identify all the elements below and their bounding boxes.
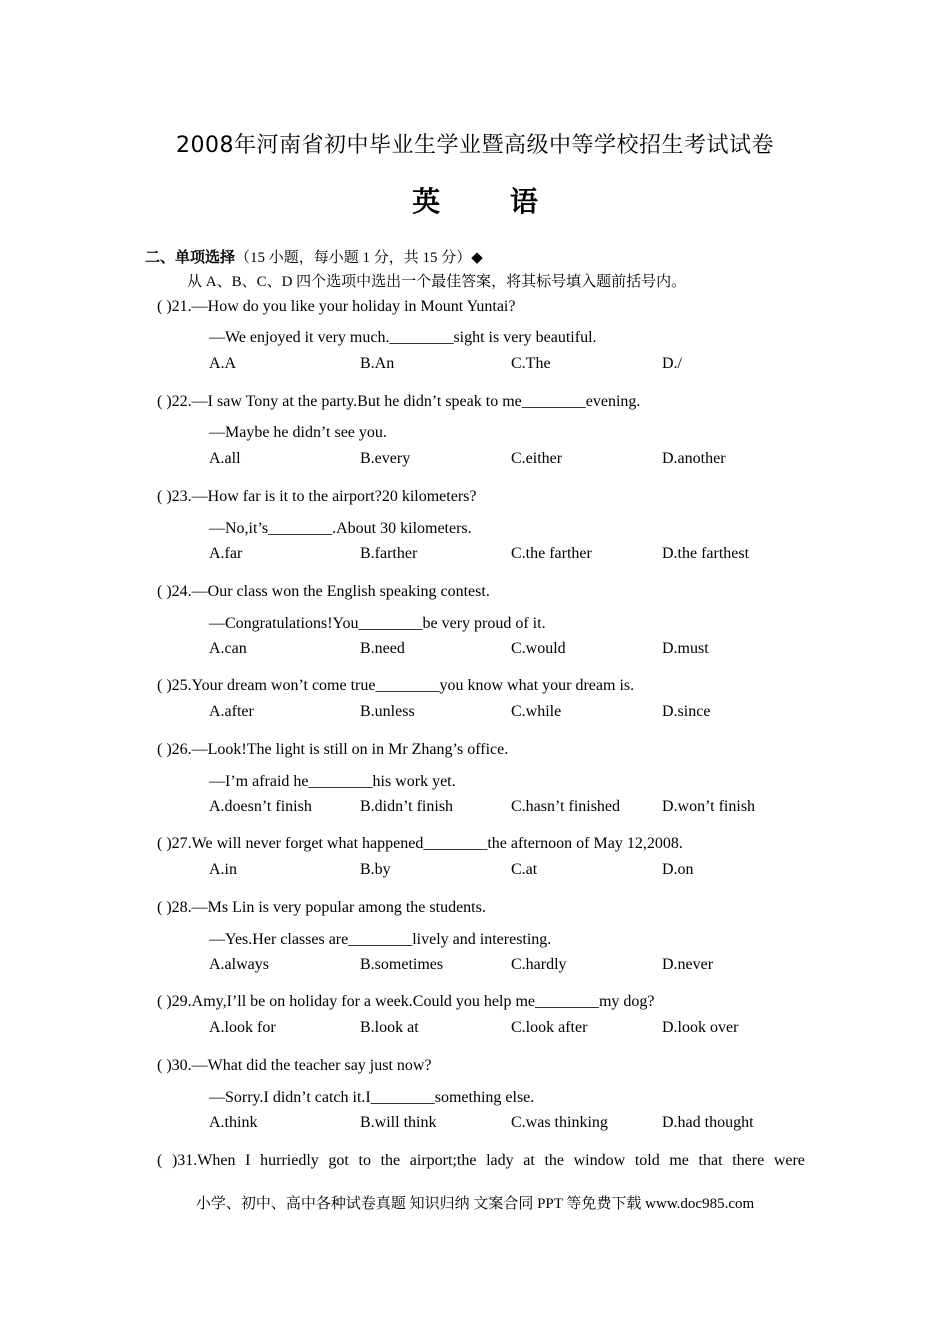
question-31	[157, 1152, 805, 1170]
option-d: D.must	[662, 640, 709, 657]
q31-word: )31.When	[171, 1152, 236, 1169]
option-c: C.hardly	[511, 956, 567, 973]
option-a: A.think	[209, 1114, 258, 1131]
question-25-options	[209, 703, 829, 721]
question-21-dialogue: —We enjoyed it very much.________sight is very beautiful.	[209, 329, 597, 346]
option-c: C.was thinking	[511, 1114, 608, 1131]
question-30-dialogue: —Sorry.I didn’t catch it.I________something else.	[209, 1089, 535, 1106]
question-24: ( )24.—Our class won the English speaking contest.	[157, 583, 490, 600]
question-24-dialogue: —Congratulations!You________be very proud of it.	[209, 615, 546, 632]
option-a: A.after	[209, 703, 254, 720]
option-c: C.the farther	[511, 545, 592, 562]
option-c: C.either	[511, 450, 563, 467]
question-23-options	[209, 545, 829, 563]
option-b: B.look at	[360, 1019, 419, 1036]
question-29: ( )29.Amy,I’ll be on holiday for a week.Could you help me________my dog?	[157, 993, 655, 1010]
option-a: A.all	[209, 450, 241, 467]
question-23-dialogue: —No,it’s________.About 30 kilometers.	[209, 520, 472, 537]
question-24-options	[209, 640, 829, 658]
option-d: D./	[662, 355, 682, 372]
option-a: A.look for	[209, 1019, 276, 1036]
question-29-options	[209, 1019, 829, 1037]
question-28-dialogue: —Yes.Her classes are________lively and interesting.	[209, 931, 552, 948]
option-b: B.didn’t finish	[360, 798, 454, 815]
option-c: C.at	[511, 861, 538, 878]
question-25: ( )25.Your dream won’t come true________you know what your dream is.	[157, 677, 635, 694]
section-heading	[145, 246, 483, 267]
option-b: B.need	[360, 640, 405, 657]
q31-word: me	[669, 1152, 689, 1169]
question-21-options	[209, 355, 829, 373]
option-a: A.can	[209, 640, 247, 657]
option-a: A.in	[209, 861, 237, 878]
option-c: C.while	[511, 703, 562, 720]
option-b: B.by	[360, 861, 391, 878]
section-heading-note: （15 小题，每小题 1 分，共 15 分）◆	[235, 250, 483, 266]
question-27-options	[209, 861, 829, 879]
q31-word: (	[157, 1152, 163, 1169]
q31-word: were	[773, 1152, 805, 1169]
q31-word: airport;the	[409, 1152, 477, 1169]
q31-word: that	[698, 1152, 723, 1169]
option-c: C.The	[511, 355, 551, 372]
question-26-dialogue: —I’m afraid he________his work yet.	[209, 773, 456, 790]
q31-word: window	[573, 1152, 626, 1169]
q31-word: got	[328, 1152, 349, 1169]
q31-word: I	[245, 1152, 251, 1169]
q31-word: at	[523, 1152, 535, 1169]
question-30-options	[209, 1114, 829, 1132]
option-d: D.never	[662, 956, 714, 973]
option-b: B.every	[360, 450, 411, 467]
option-a: A.far	[209, 545, 243, 562]
exam-title: 2008年河南省初中毕业生学业暨高级中等学校招生考试试卷	[176, 133, 774, 158]
question-27: ( )27.We will never forget what happened________the afternoon of May 12,2008.	[157, 835, 683, 852]
question-22: ( )22.—I saw Tony at the party.But he didn’t speak to me________evening.	[157, 393, 641, 410]
q31-word: to	[358, 1152, 371, 1169]
question-21: ( )21.—How do you like your holiday in Mount Yuntai?	[157, 298, 516, 315]
q31-word: the	[380, 1152, 401, 1169]
section-heading-label: 二、单项选择	[145, 248, 236, 266]
option-d: D.had thought	[662, 1114, 754, 1131]
option-a: A.A	[209, 355, 237, 372]
option-d: D.on	[662, 861, 694, 878]
question-30: ( )30.—What did the teacher say just now?	[157, 1057, 432, 1074]
question-23: ( )23.—How far is it to the airport?20 kilometers?	[157, 488, 477, 505]
option-d: D.won’t finish	[662, 798, 756, 815]
q31-word: hurriedly	[260, 1152, 319, 1169]
q31-word: told	[634, 1152, 660, 1169]
option-d: D.look over	[662, 1019, 739, 1036]
option-b: B.An	[360, 355, 395, 372]
option-a: A.doesn’t finish	[209, 798, 312, 815]
question-26-options	[209, 798, 829, 816]
section-instruction: 从 A、B、C、D 四个选项中选出一个最佳答案，将其标号填入题前括号内。	[187, 274, 687, 290]
option-d: D.the farthest	[662, 545, 750, 562]
option-b: B.sometimes	[360, 956, 444, 973]
page-footer: 小学、初中、高中各种试卷真题 知识归纳 文案合同 PPT 等免费下载 www.doc985.com	[195, 1196, 755, 1212]
option-d: D.since	[662, 703, 711, 720]
q31-word: there	[732, 1152, 765, 1169]
option-a: A.always	[209, 956, 269, 973]
q31-word: lady	[486, 1152, 514, 1169]
option-c: C.hasn’t finished	[511, 798, 621, 815]
question-26: ( )26.—Look!The light is still on in Mr Zhang’s office.	[157, 741, 509, 758]
option-d: D.another	[662, 450, 726, 467]
option-c: C.look after	[511, 1019, 588, 1036]
q31-word: the	[544, 1152, 564, 1169]
question-28-options	[209, 956, 829, 974]
question-28: ( )28.—Ms Lin is very popular among the students.	[157, 899, 486, 916]
option-b: B.will think	[360, 1114, 437, 1131]
subject-title: 英 语	[412, 185, 568, 218]
question-22-dialogue: —Maybe he didn’t see you.	[209, 424, 387, 441]
question-22-options	[209, 450, 829, 468]
option-b: B.unless	[360, 703, 415, 720]
option-c: C.would	[511, 640, 566, 657]
option-b: B.farther	[360, 545, 418, 562]
